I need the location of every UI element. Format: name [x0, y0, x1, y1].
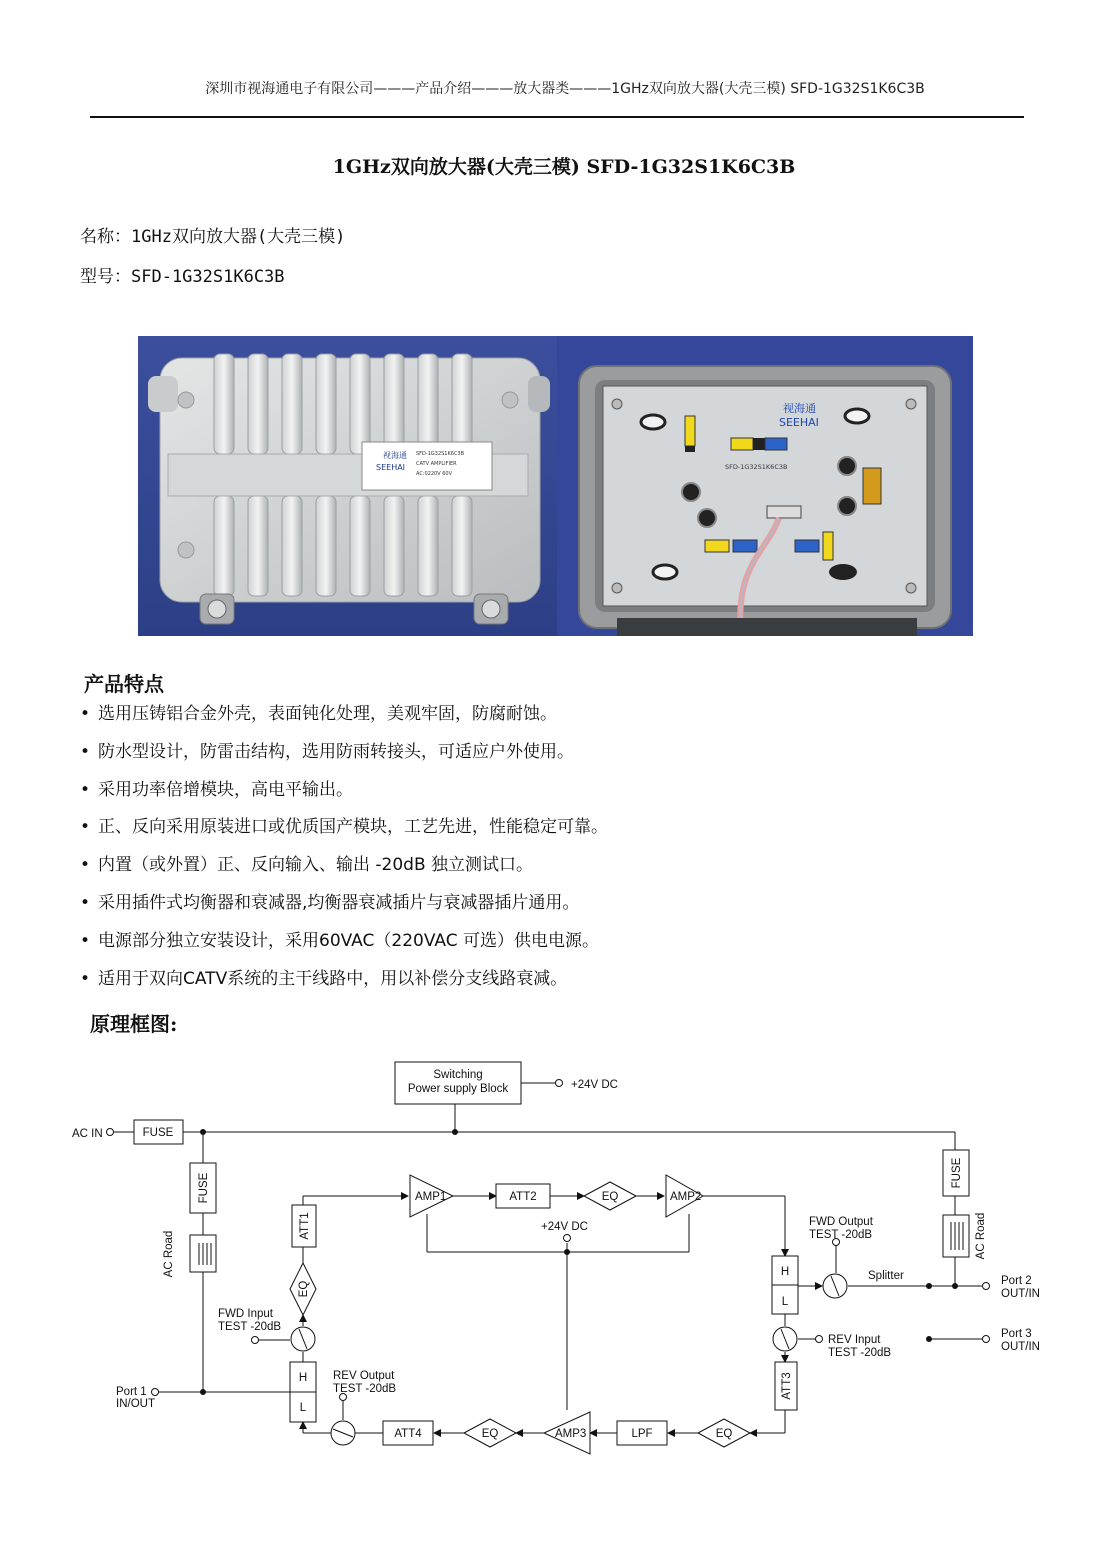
eq-fwd-left-label: EQ	[298, 1280, 310, 1298]
amp3-label: AMP3	[555, 1428, 587, 1440]
bullet: •	[80, 704, 91, 724]
features-heading: 产品特点	[84, 672, 164, 696]
fwd-input-label-1: FWD Input	[218, 1308, 273, 1320]
header-divider	[90, 116, 1024, 118]
att4-label: ATT4	[394, 1428, 422, 1440]
fuse-main-label: FUSE	[142, 1127, 174, 1139]
list-item: • 采用功率倍增模块，高电平输出。	[80, 776, 608, 814]
amp1-label: AMP1	[415, 1191, 447, 1203]
list-item: • 防水型设计，防雷击结构，选用防雨转接头，可适应户外使用。	[80, 738, 608, 776]
document-title: 1GHz双向放大器(大壳三模) SFD-1G32S1K6C3B	[332, 156, 796, 178]
bullet: •	[80, 779, 91, 800]
open-panel-model: SFD-1G32S1K6C3B	[725, 463, 788, 471]
product-name-line: 名称：1GHz双向放大器(大壳三模)	[80, 227, 346, 247]
fwd-output-label-2: TEST -20dB	[809, 1229, 873, 1241]
ac-road-right-label: AC Road	[975, 1212, 987, 1260]
list-item: • 采用插件式均衡器和衰减器,均衡器衰减插片与衰减器插片通用。	[80, 889, 608, 927]
amp2-label: AMP2	[670, 1191, 702, 1203]
eq-fwd-mid-label: EQ	[601, 1191, 619, 1203]
att3-label: ATT3	[781, 1372, 793, 1400]
switching-label-2: Power supply Block	[407, 1083, 509, 1095]
diplexer-left-l: L	[299, 1402, 307, 1414]
list-item: • 适用于双向CATV系统的主干线路中，用以补偿分支线路衰减。	[80, 965, 608, 1003]
bullet: •	[80, 968, 91, 989]
product-model-line: 型号：SFD-1G32S1K6C3B	[80, 267, 285, 287]
port3-label-1: Port 3	[1001, 1328, 1032, 1340]
rev-output-label-1: REV Output	[333, 1370, 395, 1382]
closed-logo-en: SEEHAI	[376, 463, 406, 472]
list-item: • 选用压铸铝合金外壳，表面钝化处理，美观牢固，防腐耐蚀。	[80, 700, 608, 738]
list-item: • 电源部分独立安装设计，采用60VAC（220VAC 可选）供电电源。	[80, 927, 608, 965]
bullet: •	[80, 892, 91, 913]
diplexer-right-l: L	[781, 1296, 789, 1308]
closed-label-line-3: AC:0220V 60V	[416, 471, 453, 477]
open-logo-cn: 视海通	[783, 402, 816, 415]
rev-output-label-2: TEST -20dB	[333, 1383, 397, 1395]
fwd-output-label-1: FWD Output	[809, 1216, 873, 1228]
diplexer-left-h: H	[298, 1372, 308, 1384]
port1-label-1: Port 1	[116, 1386, 147, 1398]
ac-in-label: AC IN	[72, 1128, 103, 1140]
open-logo-en: SEEHAI	[779, 416, 819, 429]
photo-closed-enclosure	[138, 336, 558, 636]
eq-rev-right-label: EQ	[715, 1428, 733, 1440]
diplexer-right-h: H	[780, 1266, 790, 1278]
lpf-label: LPF	[631, 1428, 653, 1440]
splitter-label: Splitter	[868, 1270, 904, 1282]
eq-rev-left-label: EQ	[481, 1428, 499, 1440]
fuse-left-label: FUSE	[198, 1172, 210, 1204]
page-header-breadcrumb: 深圳市视海通电子有限公司———产品介绍———放大器类———1GHz双向放大器(大壳三模) SFD-1G32S1K6C3B	[205, 81, 925, 97]
port2-label-2: OUT/IN	[1001, 1288, 1040, 1300]
block-diagram	[60, 1050, 1050, 1510]
switching-label-1: Switching	[433, 1069, 483, 1081]
list-item: • 内置（或外置）正、反向输入、输出 -20dB 独立测试口。	[80, 851, 608, 889]
closed-label-line-1: SFD-1G32S1K6C3B	[416, 451, 465, 457]
dc-mid-label: +24V DC	[541, 1221, 588, 1233]
port1-label-2: IN/OUT	[116, 1398, 155, 1410]
port2-label-1: Port 2	[1001, 1275, 1032, 1287]
dc-out-label: +24V DC	[571, 1079, 618, 1091]
photo-open-enclosure	[557, 336, 973, 636]
bullet: •	[80, 741, 91, 762]
fuse-right-label: FUSE	[951, 1157, 963, 1189]
features-list	[80, 700, 608, 1002]
rev-input-label-1: REV Input	[828, 1334, 881, 1346]
bullet: •	[80, 855, 91, 876]
port3-label-2: OUT/IN	[1001, 1341, 1040, 1353]
att1-label: ATT1	[299, 1212, 311, 1240]
diagram-heading: 原理框图:	[90, 1012, 178, 1036]
bullet: •	[80, 930, 91, 951]
bullet: •	[80, 817, 91, 838]
ac-road-left-label: AC Road	[163, 1230, 175, 1278]
rev-input-label-2: TEST -20dB	[828, 1347, 892, 1359]
att2-label: ATT2	[509, 1191, 537, 1203]
closed-label-line-2: CATV AMPLIFIER	[416, 461, 457, 467]
list-item: • 正、反向采用原装进口或优质国产模块，工艺先进，性能稳定可靠。	[80, 813, 608, 851]
closed-logo-cn: 视海通	[383, 451, 407, 460]
fwd-input-label-2: TEST -20dB	[218, 1321, 282, 1333]
